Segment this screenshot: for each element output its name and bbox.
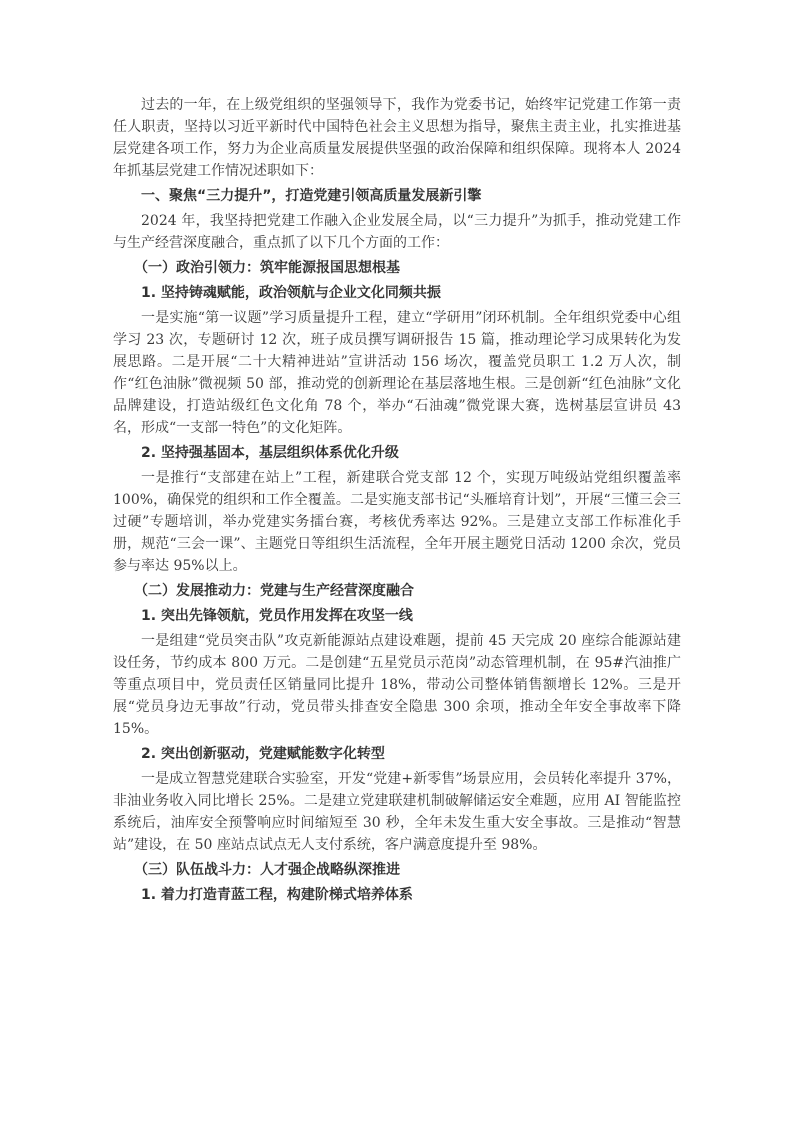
document-page: [113, 94, 681, 909]
section-1-heading: 一、聚焦“三力提升”，打造党建引领高质量发展新引擎: [141, 188, 482, 204]
subsection-1-item-1-heading: 1. 坚持铸魂赋能，政治领航与企业文化同频共振: [141, 285, 441, 301]
subsection-1-item-2-heading: 2. 坚持强基固本，基层组织体系优化升级: [141, 445, 399, 461]
subsection-1-heading: （一）政治引领力：筑牢能源报国思想根基: [134, 260, 400, 276]
subsection-1-item-1-text: 一是实施“第一议题”学习质量提升工程，建立“学研用”闭环机制。全年组织党委中心组学习 23 次，专题研讨 12 次，班子成员撰写调研报告 15 篇，推动理论学习成果转化为发展思路。二是开展“二十大精神进站”宣讲活动 156 场次，覆盖党员职工 1.2 万人次，制作“红色油脉”微视频 50 部，推动党的创新理论在基层落地生根。三是创新“红色油脉”文化品牌建设，打造站级红色文化角 78 个，举办“石油魂”微党课大赛，选树基层宣讲员 43 名，形成“一支部一特色”的文化矩阵。: [113, 310, 681, 436]
section-1-intro: 2024 年，我坚持把党建工作融入企业发展全局，以“三力提升”为抓手，推动党建工作与生产经营深度融合，重点抓了以下几个方面的工作：: [113, 213, 681, 251]
subsection-3-item-1-heading: 1. 着力打造青蓝工程，构建阶梯式培养体系: [141, 887, 413, 903]
subsection-2-item-2-heading: 2. 突出创新驱动，党建赋能数字化转型: [141, 746, 385, 762]
subsection-2-item-1-text: 一是组建“党员突击队”攻克新能源站点建设难题，提前 45 天完成 20 座综合能源站建设任务，节约成本 800 万元。二是创建“五星党员示范岗”动态管理机制，在 95#汽油推广等重点项目中，党员责任区销量同比提升 18%，带动公司整体销售额增长 12%。三是开展“党员身边无事故”行动，党员带头排查安全隐患 300 余项，推动全年安全事故率下降 15%。: [113, 633, 681, 737]
subsection-2-item-2-text: 一是成立智慧党建联合实验室，开发“党建+新零售”场景应用，会员转化率提升 37%，非油业务收入同比增长 25%。二是建立党建联建机制破解储运安全难题，应用 AI 智能监控系统后，油库安全预警响应时间缩短至 30 秒，全年未发生重大安全事故。三是推动“智慧站”建设，在 50 座站点试点无人支付系统，客户满意度提升至 98%。: [113, 771, 681, 853]
subsection-2-item-1-heading: 1. 突出先锋领航，党员作用发挥在攻坚一线: [141, 608, 413, 624]
intro-paragraph: 过去的一年，在上级党组织的坚强领导下，我作为党委书记，始终牢记党建工作第一责任人职责，坚持以习近平新时代中国特色社会主义思想为指导，聚焦主责主业，扎实推进基层党建各项工作，努力为企业高质量发展提供坚强的政治保障和组织保障。现将本人 2024 年抓基层党建工作情况述职如下：: [113, 97, 681, 179]
subsection-1-item-2-text: 一是推行“支部建在站上”工程，新建联合党支部 12 个，实现万吨级站党组织覆盖率 100%，确保党的组织和工作全覆盖。二是实施支部书记“头雁培育计划”，开展“三懂三会三过硬”专题培训，举办党建实务擂台赛，考核优秀率达 92%。三是建立支部工作标准化手册，规范“三会一课”、主题党日等组织生活流程，全年开展主题党日活动 1200 余次，党员参与率达 95%以上。: [113, 470, 681, 574]
subsection-2-heading: （二）发展推动力：党建与生产经营深度融合: [134, 583, 414, 599]
subsection-3-heading: （三）队伍战斗力：人才强企战略纵深推进: [134, 862, 400, 878]
